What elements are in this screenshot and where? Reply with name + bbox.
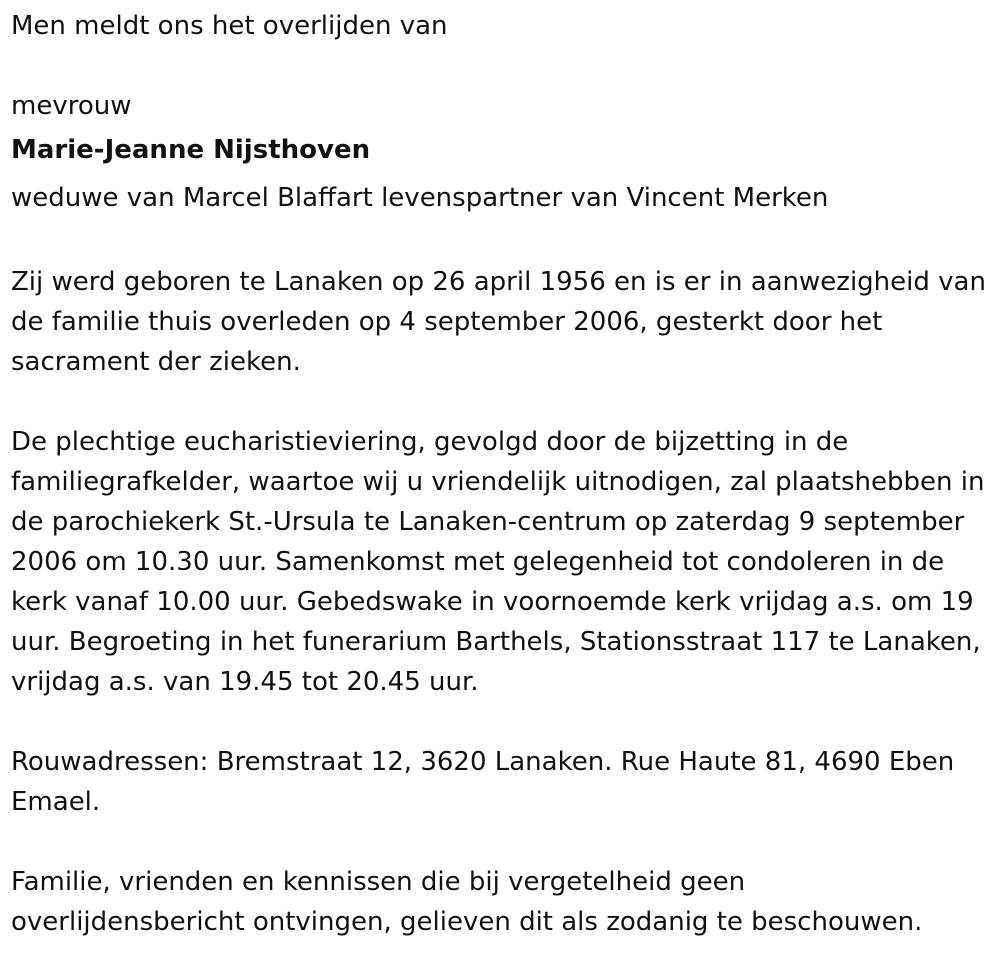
death-notice: [11, 6, 986, 942]
spacer: [11, 222, 986, 262]
spacer: [11, 382, 986, 422]
spacer: [11, 702, 986, 742]
closing-paragraph: Familie, vrienden en kennissen die bij vergetelheid geen overlijdensbericht ontvingen, gelieven dit als zodanig te beschouwen.: [11, 867, 923, 937]
intro-text: Men meldt ons het overlijden van: [11, 11, 448, 41]
deceased-name: Marie-Jeanne Nijsthoven: [11, 135, 371, 165]
birth-death-paragraph: Zij werd geboren te Lanaken op 26 april 1956 en is er in aanwezigheid van de familie thuis overleden op 4 september 2006, gesterkt door het sacrament der zieken.: [11, 267, 986, 377]
spacer: [11, 46, 986, 86]
salutation: mevrouw: [11, 91, 132, 121]
ceremony-paragraph: De plechtige eucharistieviering, gevolgd door de bijzetting in de familiegrafkelder, waartoe wij u vriendelijk uitnodigen, zal plaatshebben in de parochiekerk St.-Ursula te Lanaken-centrum op zaterdag 9 september 2006 om 10.30 uur. Samenkomst met gelegenheid tot condoleren in de kerk vanaf 10.00 uur. Gebedswake in voornoemde kerk vrijdag a.s. om 19 uur. Begroeting in het funerarium Barthels, Stationsstraat 117 te Lanaken, vrijdag a.s. van 19.45 tot 20.45 uur.: [11, 427, 985, 697]
spacer: [11, 822, 986, 862]
addresses-paragraph: Rouwadressen: Bremstraat 12, 3620 Lanaken. Rue Haute 81, 4690 Eben Emael.: [11, 747, 955, 817]
relation-text: weduwe van Marcel Blaffart levenspartner van Vincent Merken: [11, 183, 829, 213]
